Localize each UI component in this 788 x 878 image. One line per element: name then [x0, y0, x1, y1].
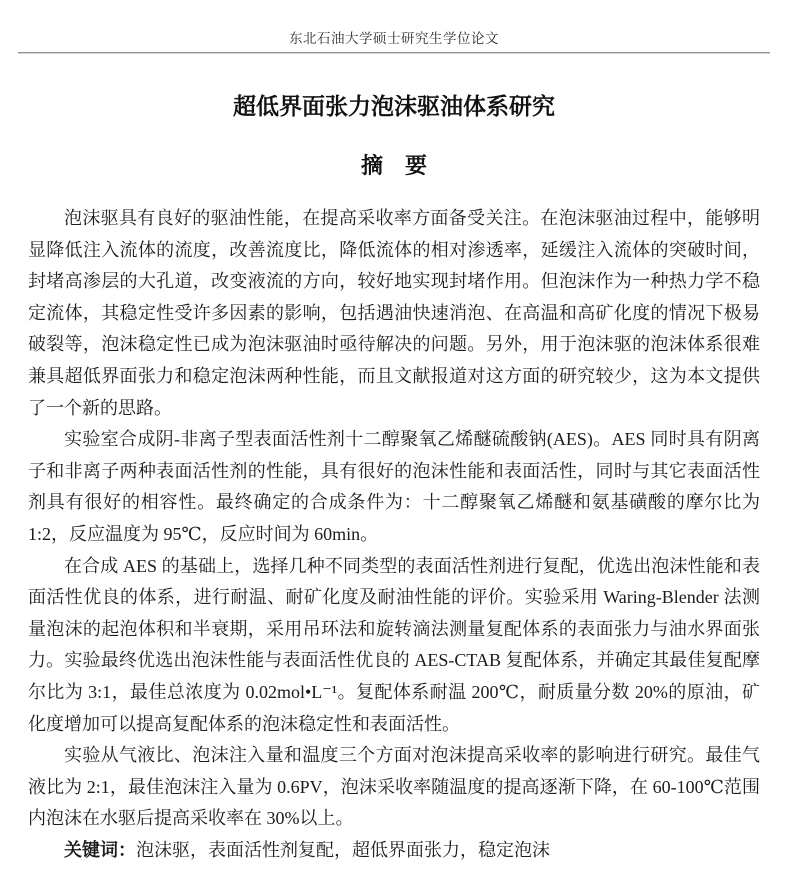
keywords-text: 泡沫驱，表面活性剂复配，超低界面张力，稳定泡沫: [136, 839, 550, 860]
abstract-body: [28, 203, 760, 866]
abstract-paragraph-4: 实验从气液比、泡沫注入量和温度三个方面对泡沫提高采收率的影响进行研究。最佳气液比为 2:1，最佳泡沫注入量为 0.6PV，泡沫采收率随温度的提高逐渐下降，在 60-100℃范围内泡沫在水驱后提高采收率在 30%以上。: [28, 745, 760, 829]
keywords-label: 关键词：: [64, 839, 136, 860]
keywords-line: [28, 835, 760, 867]
thesis-title: 超低界面张力泡沫驱油体系研究: [233, 94, 555, 119]
running-header: 东北石油大学硕士研究生学位论文: [289, 31, 499, 46]
abstract-paragraph-2: 实验室合成阴-非离子型表面活性剂十二醇聚氧乙烯醚硫酸钠(AES)。AES 同时具有阴离子和非离子两种表面活性剂的性能，具有很好的泡沫性能和表面活性，同时与其它表面活性剂具有很好的相容性。最终确定的合成条件为：十二醇聚氧乙烯醚和氨基磺酸的摩尔比为 1:2，反应温度为 95℃，反应时间为 60min。: [28, 429, 760, 544]
abstract-paragraph-1: 泡沫驱具有良好的驱油性能，在提高采收率方面备受关注。在泡沫驱油过程中，能够明显降低注入流体的流度，改善流度比，降低流体的相对渗透率，延缓注入流体的突破时间，封堵高渗层的大孔道，改变液流的方向，较好地实现封堵作用。但泡沫作为一种热力学不稳定流体，其稳定性受许多因素的影响，包括遇油快速消泡、在高温和高矿化度的情况下极易破裂等，泡沫稳定性已成为泡沫驱油时亟待解决的问题。另外，用于泡沫驱的泡沫体系很难兼具超低界面张力和稳定泡沫两种性能，而且文献报道对这方面的研究较少，这为本文提供了一个新的思路。: [28, 208, 760, 418]
abstract-paragraph-3: 在合成 AES 的基础上，选择几种不同类型的表面活性剂进行复配，优选出泡沫性能和表面活性优良的体系，进行耐温、耐矿化度及耐油性能的评价。实验采用 Waring-Blender 法测量泡沫的起泡体积和半衰期，采用吊环法和旋转滴法测量复配体系的表面张力与油水界面张力。实验最终优选出泡沫性能与表面活性优良的 AES-CTAB 复配体系，并确定其最佳复配摩尔比为 3:1，最佳总浓度为 0.02mol•L⁻¹。复配体系耐温 200℃，耐质量分数 20%的原油，矿化度增加可以提高复配体系的泡沫稳定性和表面活性。: [28, 555, 760, 734]
abstract-heading: 摘 要: [360, 153, 427, 178]
header-rule: [18, 52, 770, 54]
